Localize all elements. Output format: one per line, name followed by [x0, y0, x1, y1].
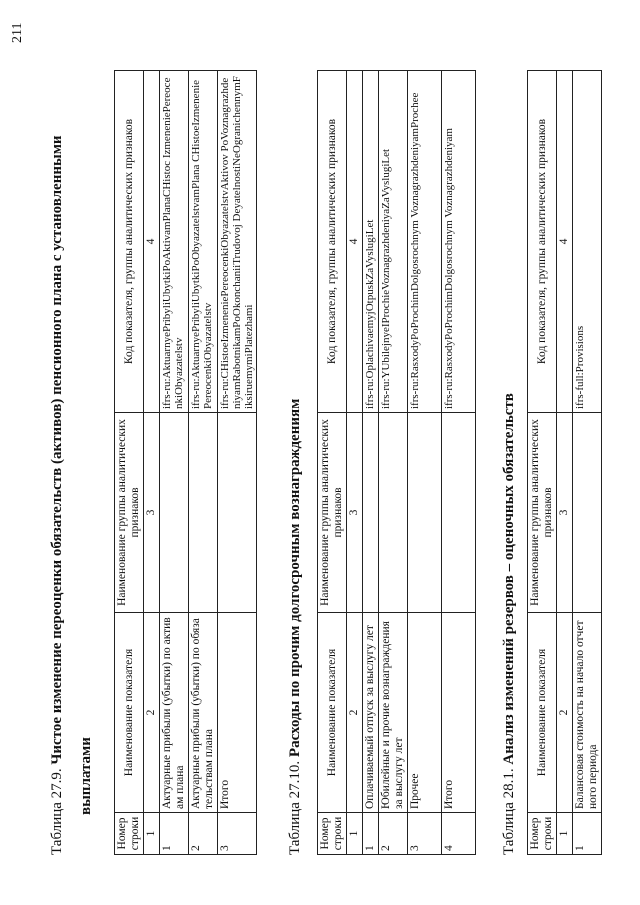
table-row [160, 71, 189, 855]
header-group-name: Наименование группы аналитических признаков [318, 413, 347, 613]
table-27-9-caption-title: Чистое изменение переоценки обязательств (активов) пенсионного плана с установленными [49, 135, 65, 765]
column-number-row [557, 71, 573, 855]
section-table-27-10 [286, 70, 476, 855]
row-number: 3 [408, 813, 442, 855]
header-group-name: Наименование группы аналитических признаков [115, 413, 144, 613]
table-row [189, 71, 218, 855]
indicator-code: ifrs-ru:AktuarnyePribyliUbytkiPoObyazatelstvamPlana CHistoeIzmeneniePereocenkiObyazatelstv [189, 71, 218, 413]
col-number-cell: 1 [557, 813, 573, 855]
header-code: Код показателя, группы аналитических признаков [115, 71, 144, 413]
table-27-9-caption [48, 70, 67, 855]
group-name [442, 413, 476, 613]
table-row [363, 71, 379, 855]
table-row [408, 71, 442, 855]
section-table-27-9 [48, 70, 257, 855]
col-number-cell: 2 [557, 613, 573, 813]
header-row-number: Номер строки [115, 813, 144, 855]
indicator-name: Прочее [408, 613, 442, 813]
table-row [379, 71, 408, 855]
group-name [379, 413, 408, 613]
table-27-10 [317, 70, 476, 855]
table-row [218, 71, 257, 855]
table-28-1-caption-title: Анализ изменений резервов – оценочных обязательств [501, 393, 517, 765]
column-number-row [144, 71, 160, 855]
header-row-number: Номер строки [318, 813, 347, 855]
group-name [218, 413, 257, 613]
indicator-name: Юбилейные и прочие вознаграждения за выслугу лет [379, 613, 408, 813]
header-indicator-name: Наименование показателя [115, 613, 144, 813]
header-code: Код показателя, группы аналитических признаков [318, 71, 347, 413]
col-number-cell: 3 [557, 413, 573, 613]
group-name [363, 413, 379, 613]
header-indicator-name: Наименование показателя [528, 613, 557, 813]
indicator-code: ifrs-ru:RasxodyPoProchimDolgosrochnym Voznagrazhdeniyam [442, 71, 476, 413]
indicator-code: ifrs-ru:RasxodyPoProchimDolgosrochnym VoznagrazhdeniyamProchee [408, 71, 442, 413]
indicator-code: ifrs-ru:AktuarnyePribyliUbytkiPoAktivamPlanaCHistoc IzmeneniePereocenkiObyazatelstv [160, 71, 189, 413]
group-name [573, 413, 602, 613]
row-number: 1 [363, 813, 379, 855]
table-28-1-caption [500, 70, 519, 855]
indicator-name: Актуарные прибыли (убытки) по активам плана [160, 613, 189, 813]
table-row [573, 71, 602, 855]
table-header-row [528, 71, 557, 855]
header-indicator-name: Наименование показателя [318, 613, 347, 813]
group-name [160, 413, 189, 613]
table-28-1 [527, 70, 602, 855]
row-number: 2 [189, 813, 218, 855]
indicator-name: Итого [442, 613, 476, 813]
group-name [189, 413, 218, 613]
table-28-1-caption-prefix: Таблица 28.1. [501, 768, 517, 855]
table-27-9-caption-prefix: Таблица 27.9. [49, 768, 65, 855]
col-number-cell: 2 [144, 613, 160, 813]
indicator-code: ifrs-ru:YUbilejnyeIProchieVoznagrazhdeniyaZaVyslugiLet [379, 71, 408, 413]
row-number: 3 [218, 813, 257, 855]
table-27-10-caption-title: Расходы по прочим долгосрочным вознаграждениям [287, 398, 303, 758]
indicator-name: Оплачиваемый отпуск за выслугу лет [363, 613, 379, 813]
row-number: 4 [442, 813, 476, 855]
indicator-name: Итого [218, 613, 257, 813]
row-number: 1 [160, 813, 189, 855]
table-27-10-caption [286, 70, 305, 855]
col-number-cell: 1 [144, 813, 160, 855]
indicator-name: Балансовая стоимость на начало отчетного периода [573, 613, 602, 813]
table-27-10-caption-prefix: Таблица 27.10. [287, 760, 303, 855]
col-number-cell: 4 [144, 71, 160, 413]
header-group-name: Наименование группы аналитических признаков [528, 413, 557, 613]
col-number-cell: 1 [347, 813, 363, 855]
table-row [442, 71, 476, 855]
page-number: 211 [10, 22, 25, 43]
group-name [408, 413, 442, 613]
section-table-28-1 [500, 70, 602, 855]
header-row-number: Номер строки [528, 813, 557, 855]
table-header-row [318, 71, 347, 855]
indicator-code: ifrs-full:Provisions [573, 71, 602, 413]
table-27-9 [114, 70, 257, 855]
col-number-cell: 3 [144, 413, 160, 613]
col-number-cell: 4 [557, 71, 573, 413]
indicator-code: ifrs-ru:CHistoeIzmeneniePereocenkiObyazatelstvAktivov PoVoznagrazhdeniyamRabotnikamPoOkonchaniiTrudovoj DeyatelnostiNeOgranichennymFiksiruemymiPlatezhami [218, 71, 257, 413]
table-header-row [115, 71, 144, 855]
header-code: Код показателя, группы аналитических признаков [528, 71, 557, 413]
table-27-9-caption-title-2: выплатами [78, 737, 94, 815]
row-number: 1 [573, 813, 602, 855]
indicator-name: Актуарные прибыли (убытки) по обязательствам плана [189, 613, 218, 813]
col-number-cell: 2 [347, 613, 363, 813]
row-number: 2 [379, 813, 408, 855]
indicator-code: ifrs-ru:OplachivaemyjOtpuskZaVyslugiLet [363, 71, 379, 413]
col-number-cell: 4 [347, 71, 363, 413]
column-number-row [347, 71, 363, 855]
col-number-cell: 3 [347, 413, 363, 613]
